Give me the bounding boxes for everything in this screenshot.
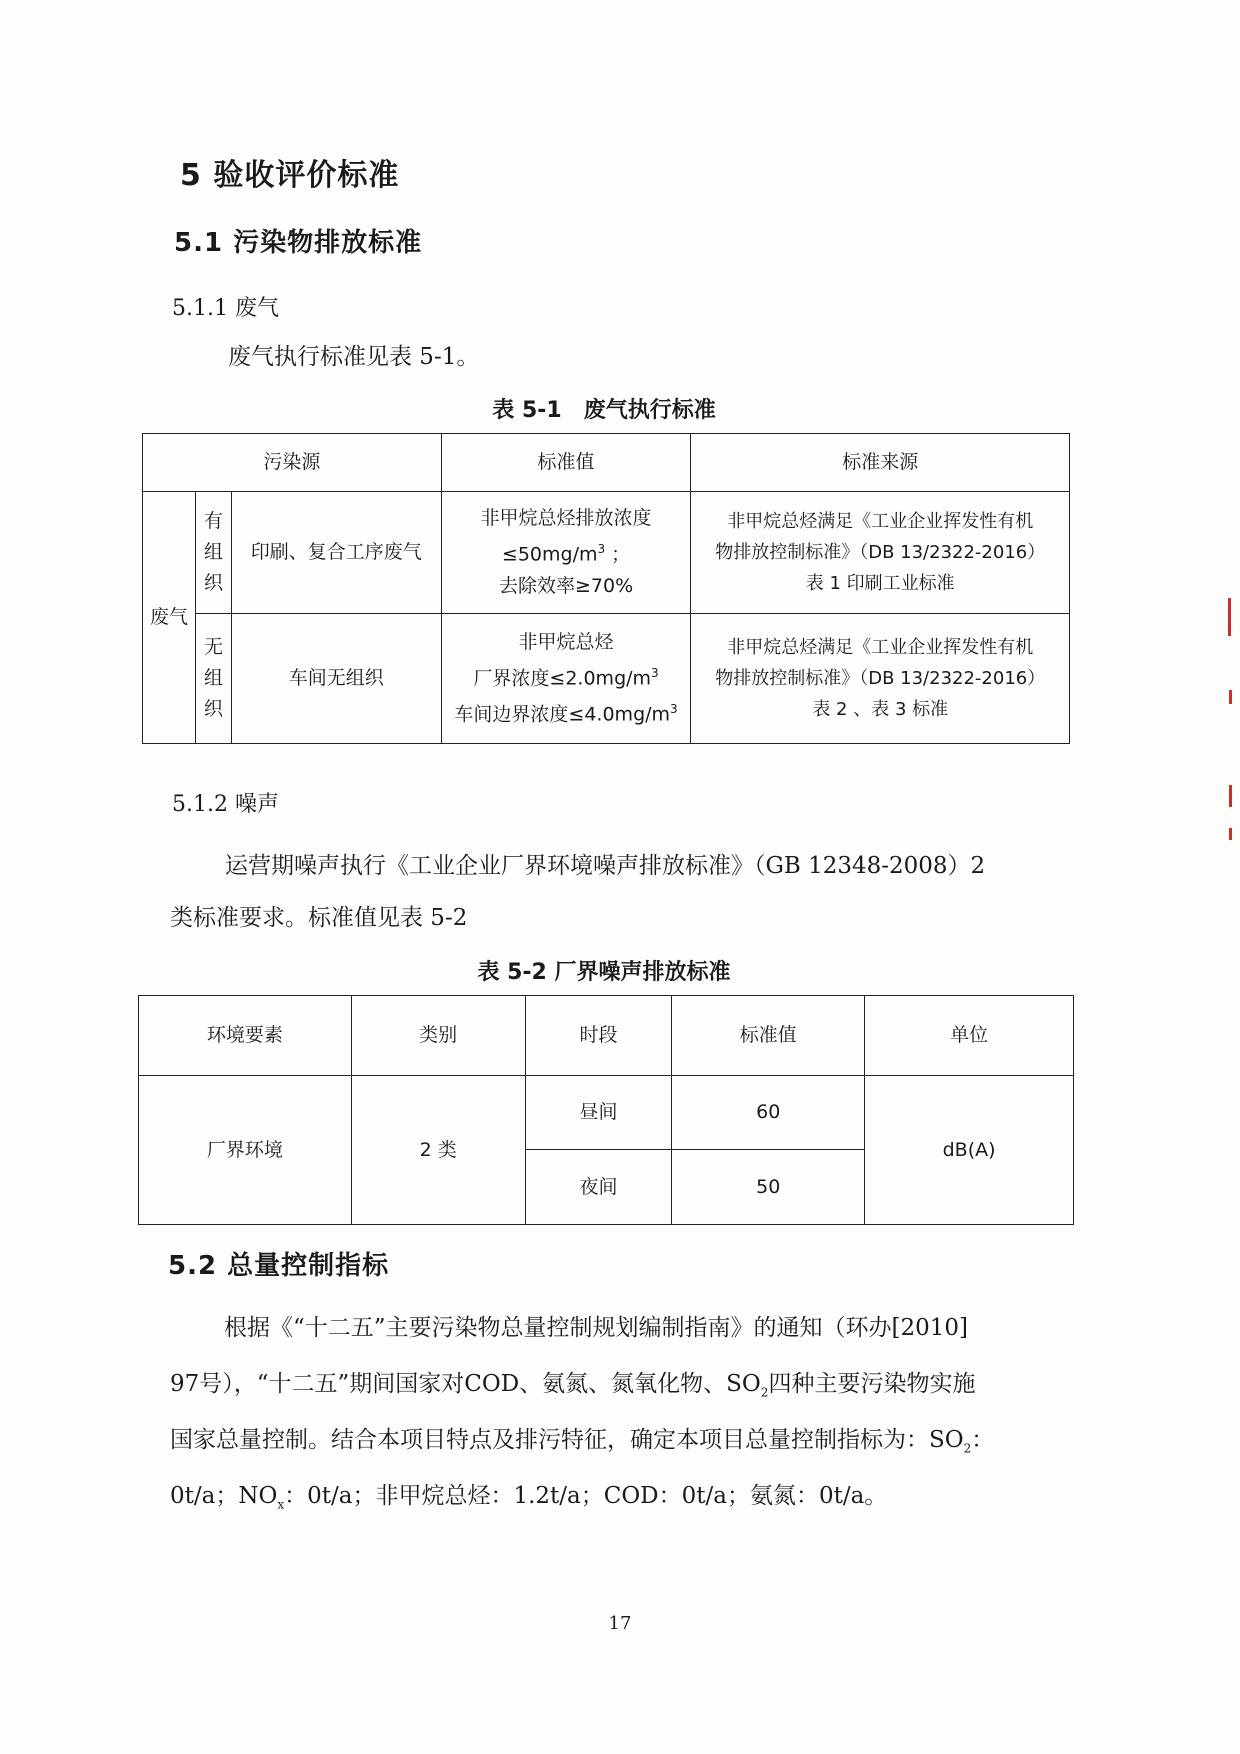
origin-unorganized: 非甲烷总烃满足《工业企业挥发性有机 物排放控制标准》（DB 13/2322-2016） 表 2 、表 3 标准 [691, 614, 1070, 744]
scan-mark [1229, 828, 1232, 840]
value-day: 60 [672, 1076, 865, 1150]
scan-mark [1229, 690, 1232, 704]
period-day: 昼间 [525, 1076, 672, 1150]
group-waste-gas: 废气 [143, 492, 196, 744]
paragraph-total-line2: 97号），“十二五”期间国家对COD、氨氮、氮氧化物、$SO_2$四种主要污染物实施 [170, 1371, 976, 1400]
scan-mark [1229, 785, 1232, 807]
table-5-2-caption: 表 5-2 厂界噪声排放标准 [477, 960, 731, 985]
section-heading-5: 5 验收评价标准 [180, 158, 400, 193]
period-night: 夜间 [525, 1150, 672, 1225]
section-heading-5-1-2: 5.1.2 噪声 [172, 792, 279, 817]
paragraph-total-line1: 根据《“十二五”主要污染物总量控制规划编制指南》的通知（环办[2010] [224, 1315, 968, 1341]
type-organized: 有 组 织 [195, 492, 231, 614]
source-workshop-unorganized: 车间无组织 [231, 614, 441, 744]
unit-dba: dB(A) [865, 1076, 1074, 1225]
section-heading-5-1: 5.1 污染物排放标准 [174, 228, 423, 258]
paragraph-noise-line1: 运营期噪声执行《工业企业厂界环境噪声排放标准》（GB 12348-2008）2 [225, 853, 986, 879]
section-heading-5-1-1: 5.1.1 废气 [172, 296, 279, 321]
paragraph-noise-line2: 类标准要求。标准值见表 5-2 [170, 905, 468, 931]
header-category: 类别 [351, 996, 525, 1076]
header-environment-element: 环境要素 [139, 996, 352, 1076]
value-night: 50 [672, 1150, 865, 1225]
header-period: 时段 [525, 996, 672, 1076]
value-organized: 非甲烷总烃排放浓度 $\le 50mg/m^3$ ； 去除效率≥70% [441, 492, 691, 614]
header-standard-value: 标准值 [672, 996, 865, 1076]
page-number: 17 [608, 1613, 632, 1634]
header-standard-origin: 标准来源 [691, 434, 1070, 492]
table-5-2 [138, 995, 1074, 1225]
category-class-2: 2 类 [351, 1076, 525, 1225]
header-unit: 单位 [865, 996, 1074, 1076]
paragraph-waste-gas: 废气执行标准见表 5-1。 [228, 344, 480, 370]
section-heading-5-2: 5.2 总量控制指标 [168, 1251, 390, 1281]
origin-organized: 非甲烷总烃满足《工业企业挥发性有机 物排放控制标准》（DB 13/2322-2016） 表 1 印刷工业标准 [691, 492, 1070, 614]
paragraph-total-line3: 国家总量控制。结合本项目特点及排污特征，确定本项目总量控制指标为：$SO_2$： [170, 1427, 995, 1456]
type-unorganized: 无 组 织 [195, 614, 231, 744]
element-boundary: 厂界环境 [139, 1076, 352, 1225]
source-printing-composite: 印刷、复合工序废气 [231, 492, 441, 614]
value-unorganized: 非甲烷总烃 厂界浓度$\le 2.0mg/m^3$ 车间边界浓度$\le 4.0mg/m^3$ [441, 614, 691, 744]
table-5-1-caption: 表 5-1 废气执行标准 [492, 398, 716, 423]
header-pollution-source: 污染源 [143, 434, 442, 492]
paragraph-total-line4: 0t/a；$NO_x$：0t/a；非甲烷总烃：1.2t/a；COD：0t/a；氨氮：0t/a。 [170, 1483, 888, 1512]
scan-mark [1228, 598, 1231, 636]
header-standard-value: 标准值 [441, 434, 691, 492]
table-5-1 [142, 433, 1070, 744]
